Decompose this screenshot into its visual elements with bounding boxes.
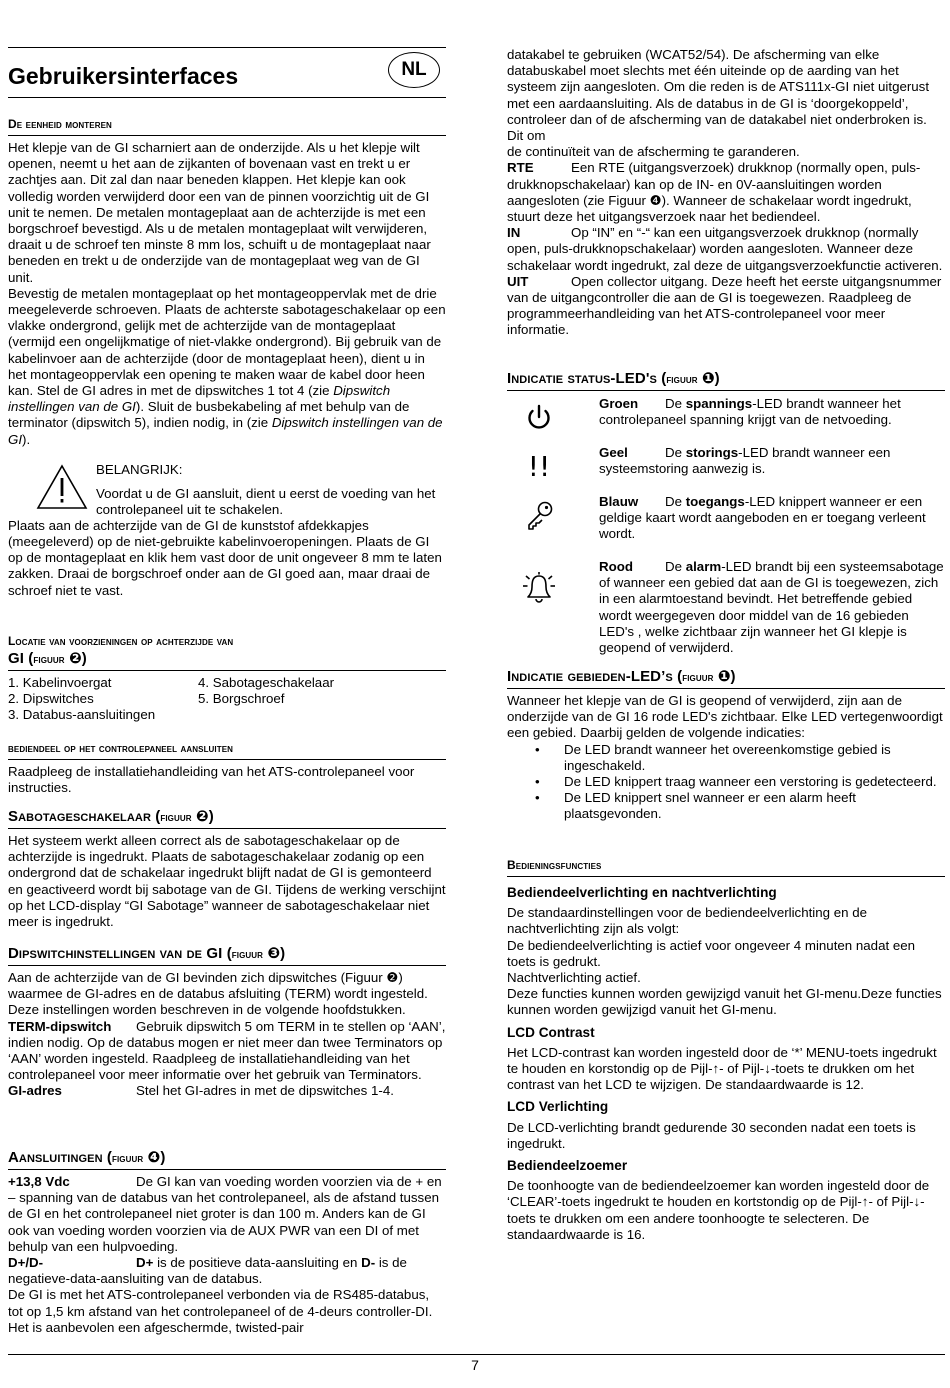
in-text: Op “IN” en “-“ kan een uitgangsverzoek drukknop (normally open, puls-drukknopschakelaar) worden aangesloten. Wanneer deze schakelaar wordt ingedrukt, zal deze de uitgangsverzoekfunctie activeren. bbox=[507, 225, 943, 273]
list-item: • De LED knippert snel wanneer er een alarm heeft plaatsgevonden. bbox=[507, 790, 945, 822]
power-icon bbox=[521, 400, 557, 436]
area-leds-list bbox=[507, 742, 945, 823]
fault-icon: !! bbox=[527, 450, 551, 483]
lcd-contrast-paragraph: Het LCD-contrast kan worden ingesteld door de ‘*’ MENU-toets ingedrukt te houden en korstondig op de Pijl-↑- of Pijl-↓-toets te drukken om het contrast van het LCD te wijzigen. De standaardwaarde is 12. bbox=[507, 1044, 937, 1093]
lcd-backlight-paragraph: De LCD-verlichting brandt gedurende 30 seconden nadat een toets is ingedrukt. bbox=[507, 1119, 916, 1151]
mounting-paragraph-3: Plaats aan de achterzijde van de GI de kunststof afdekkapjes (meegeleverd) op de niet-gebruikte kabelinvoeropeningen. Plaats de GI op de montageplaat en klik hem vast door de unit ongeveer 8 mm te laten zakken. Draai de borgschroef onder aan de GI goed aan, maar draai de schroef niet te vast. bbox=[8, 517, 442, 598]
gi-address-text: Stel het GI-adres in met de dipswitches 1-4. bbox=[136, 1083, 394, 1099]
area-leds-paragraph: Wanneer het klepje van de GI is geopend of verwijderd, zijn aan de onderzijde van de GI 16 rode LED's zichtbaar. Elke LED vertegenwoordigt een gebied. Daarbij gelden de volgende indicaties: bbox=[507, 693, 943, 741]
backlight-paragraph-1: De standaardinstellingen voor de bediendeelverlichting en de nachtverlichting zijn als volgt: bbox=[507, 905, 868, 937]
warning-heading: BELANGRIJK: bbox=[96, 461, 183, 477]
rte-label: RTE bbox=[507, 160, 534, 176]
list-item bbox=[198, 707, 438, 723]
page-header bbox=[8, 48, 446, 96]
language-badge: NL bbox=[388, 52, 440, 88]
list-item: • De LED brandt wanneer het overeenkomstige gebied is ingeschakeld. bbox=[507, 742, 945, 774]
page-number: 7 bbox=[471, 1357, 479, 1373]
led-color-label: Rood bbox=[599, 559, 633, 574]
section-title: Dipswitchinstellingen van de GI (figuur ❸) bbox=[8, 945, 286, 962]
section-rule bbox=[8, 828, 446, 829]
section-connect-keypad bbox=[8, 740, 446, 796]
cable-paragraph: datakabel te gebruiken (WCAT52/54). De afscherming van elke databuskabel moet slechts met één uiteinde op de aarding van het systeem zijn aangesloten. Om die reden is de ATS111x-GI niet uitgerust met een aardaansluiting. Als de databus in de GI is ‘doorgekoppeld’, controleer dan of de afscherming van de datakabel niet onderbroken is. Dit om bbox=[507, 47, 930, 144]
section-title: Aansluitingen (figuur ❹) bbox=[8, 1149, 166, 1166]
term-dipswitch-entry bbox=[8, 1019, 446, 1084]
cable-paragraph-end: de continuïteit van de afscherming te garanderen. bbox=[507, 144, 800, 160]
uit-label: UIT bbox=[507, 273, 529, 289]
backlight-paragraph-2: De bediendeelverlichting is actief voor ongeveer 4 minuten nadat een toets is gedrukt. bbox=[507, 937, 916, 969]
features-list bbox=[8, 675, 446, 724]
term-label: TERM-dipswitch bbox=[8, 1018, 112, 1034]
mounting-paragraph-2: Bevestig de metalen montageplaat op het montageoppervlak met de drie meegeleverde schroeven. Plaats de achterste sabotageschakelaar op een vlakke ondergrond, gelijk met de achterzijde van de montageplaat (vermijd een ongelijkmatige of niet-vlakke ondergrond). Bij gebruik van de kabelinvoer aan de achterzijde (door de montageplaat heen), dient u in het montageoppervlak een opening te maken waar de kabel door heen kan. Stel de GI adres in met de dipswitches 1 tot 4 (zie Dipswitch instellingen van de GI). Sluit de busbekabeling af met behulp van de terminator (dipswitch 5), indien nodig, in (zie Dipswitch instellingen van de GI). bbox=[8, 285, 446, 447]
list-item: 2. Dipswitches bbox=[8, 691, 94, 707]
section-rule bbox=[8, 135, 446, 136]
section-rule bbox=[8, 759, 446, 760]
section-rule bbox=[507, 688, 945, 689]
uit-text: Open collector uitgang. Deze heeft het eerste uitgangsnummer van de uitgangcontroller die aan de GI is toegewezen. Raadpleeg de programmeerhandleiding van het ATS-controlepaneel voor meer informatie. bbox=[507, 273, 942, 338]
list-item: 4. Sabotageschakelaar bbox=[198, 675, 335, 690]
gi-address-entry bbox=[8, 1083, 446, 1099]
section-title: bediendeel op het controlepaneel aansluiten bbox=[8, 741, 234, 755]
footer-rule bbox=[8, 1354, 945, 1355]
led-color-label: Groen bbox=[599, 396, 639, 411]
backlight-paragraph-4: Deze functies kunnen worden gewijzigd vanuit het GI-menu.Deze functies kunnen worden gewijzigd vanuit het GI-menu. bbox=[507, 986, 942, 1018]
section-rule bbox=[8, 965, 446, 966]
warning-text: Voordat u de GI aansluit, dient u eerst de voeding van het controlepaneel uit te schakelen. bbox=[96, 485, 436, 518]
section-title: Sabotageschakelaar (figuur ❷) bbox=[8, 808, 214, 825]
subheading: LCD Contrast bbox=[507, 1024, 595, 1040]
subheading: Bediendeelverlichting en nachtverlichting bbox=[507, 885, 777, 900]
data-entry: D+/D- D+ is de positieve data-aansluiting en D- is de negatieve-data-aansluiting van de databus. bbox=[8, 1255, 407, 1287]
list-item: 1. Kabelinvoergat bbox=[8, 675, 112, 690]
section-mounting bbox=[8, 116, 446, 599]
section-tamper bbox=[8, 808, 446, 930]
list-item: 3. Databus-aansluitingen bbox=[8, 707, 156, 723]
buzzer-paragraph: De toonhoogte van de bediendeelzoemer kan worden ingesteld door de ‘CLEAR’-toets ingedrukt te houden en kortstondig op de Pijl-↑- of Pijl-↓-toets te drukken om een andere toonhoogte te selecteren. De standaardwaarde is 16. bbox=[507, 1178, 930, 1242]
page-title: Gebruikersinterfaces bbox=[8, 63, 239, 89]
mounting-paragraph-1: Het klepje van de GI scharniert aan de onderzijde. Als u het klepje wilt openen, neemt u het aan de zijkanten of bovenaan vast en trekt u er zachtjes aan. Dit zal dan naar beneden klappen. Het klepje kan ook volledig worden verwijderd door een van de pinnen voorzichtig uit de GI unit te nemen. De metalen montageplaat aan de achterzijde is met een borgschroef bevestigd. Als u de metalen montageplaat wilt verwijderen, draait u de schroef ten minste 8 mm los, schuift u de montageplaat naar beneden en trekt u de onderzijde van de montageplaat weg van de GI unit. bbox=[8, 140, 431, 285]
backlight-paragraph-3: Nachtverlichting actief. bbox=[507, 970, 641, 986]
in-entry bbox=[507, 225, 945, 274]
section-status-leds bbox=[507, 370, 945, 395]
led-color-label: Geel bbox=[599, 445, 628, 460]
rs485-paragraph: De GI is met het ATS-controlepaneel verbonden via de RS485-databus, tot op 1,5 km afstand van het controlepaneel of de 4-deurs controller-DI. Het is aanbevolen een afgeschermde, twisted-pair bbox=[8, 1287, 433, 1335]
voltage-text: De GI kan van voeding worden voorzien via de + en – spanning van de databus van het controlepaneel, als de afstand tussen de GI en het controlepaneel niet groter is dan 100 m. Anders kan de GI ook van voeding worden voorzien via de AUX PWR van een DI of met behulp van een hulpvoeding. bbox=[8, 1174, 442, 1254]
warning-block bbox=[8, 462, 446, 518]
section-rule bbox=[507, 390, 945, 391]
voltage-label: +13,8 Vdc bbox=[8, 1174, 70, 1189]
section-title: De eenheid monteren bbox=[8, 117, 112, 131]
gi-address-label: GI-adres bbox=[8, 1083, 62, 1099]
rte-text: Een RTE (uitgangsverzoek) drukknop (normally open, puls-drukknopschakelaar) kan op de IN- en 0V-aansluitingen worden aangesloten (zie Figuur ❹). Wanneer de schakelaar wordt ingedrukt, stuurt deze het uitgangsverzoek naar het bediendeel. bbox=[507, 160, 921, 225]
uit-entry bbox=[507, 274, 945, 339]
data-label: D+/D- bbox=[8, 1255, 44, 1271]
dipswitch-paragraph: Aan de achterzijde van de GI bevinden zich dipswitches (Figuur ❷) waarmee de GI-adres en de databus afsluiting (TERM) wordt ingesteld. Deze instellingen worden beschreven in de volgende hoofdstukken. bbox=[8, 970, 428, 1018]
connect-paragraph: Raadpleeg de installatiehandleiding van het ATS-controlepaneel voor instructies. bbox=[8, 764, 415, 796]
section-title: Indicatie status-LED's (figuur ❶) bbox=[507, 370, 720, 387]
tamper-paragraph: Het systeem werkt alleen correct als de sabotageschakelaar op de achterzijde is ingedrukt. Plaats de sabotageschakelaar zodanig op een ondergrond dat de schakelaar ingedrukt blijft nadat de GI is gemonteerd en geactiveerd wordt bij sabotage van de GI. Tijdens de werking verschijnt op het LCD-display “GI Sabotage” wanneer de sabotageschakelaar niet meer is ingedrukt. bbox=[8, 833, 446, 930]
section-title: Locatie van voorzieningen op achterzijde van GI (figuur ❷) bbox=[8, 634, 234, 667]
in-label: IN bbox=[507, 225, 521, 241]
section-operating-functions bbox=[507, 857, 945, 1243]
key-icon bbox=[521, 498, 557, 534]
list-item: 5. Borgschroef bbox=[198, 691, 285, 707]
led-color-label: Blauw bbox=[599, 494, 639, 509]
voltage-entry bbox=[8, 1174, 446, 1255]
list-item: • De LED knippert traag wanneer een verstoring is gedetecteerd. bbox=[507, 774, 945, 790]
section-rule bbox=[507, 876, 945, 877]
title-rule bbox=[8, 97, 446, 98]
section-connections bbox=[8, 1149, 446, 1336]
warning-triangle-icon bbox=[36, 464, 88, 510]
section-dipswitch bbox=[8, 945, 446, 1100]
section-title: Indicatie gebieden-LED’s (figuur ❶) bbox=[507, 668, 736, 685]
section-title: Bedieningsfuncties bbox=[507, 858, 602, 872]
alarm-bell-icon bbox=[521, 569, 557, 605]
connections-continued bbox=[507, 47, 945, 339]
section-rule bbox=[8, 670, 446, 671]
subheading: LCD Verlichting bbox=[507, 1099, 609, 1115]
section-area-leds bbox=[507, 668, 945, 823]
term-text: Gebruik dipswitch 5 om TERM in te stellen op ‘AAN’, indien nodig. Op de databus mogen er niet meer dan twee Terminators op ‘AAN’ worden ingesteld. Raadpleeg de installatiehandleiding van het controlepaneel voor meer informatie over het gebruik van Terminators. bbox=[8, 1018, 446, 1083]
section-rule bbox=[8, 1169, 446, 1170]
subheading: Bediendeelzoemer bbox=[507, 1158, 628, 1174]
rte-entry bbox=[507, 160, 945, 225]
section-rear-features bbox=[8, 633, 446, 724]
